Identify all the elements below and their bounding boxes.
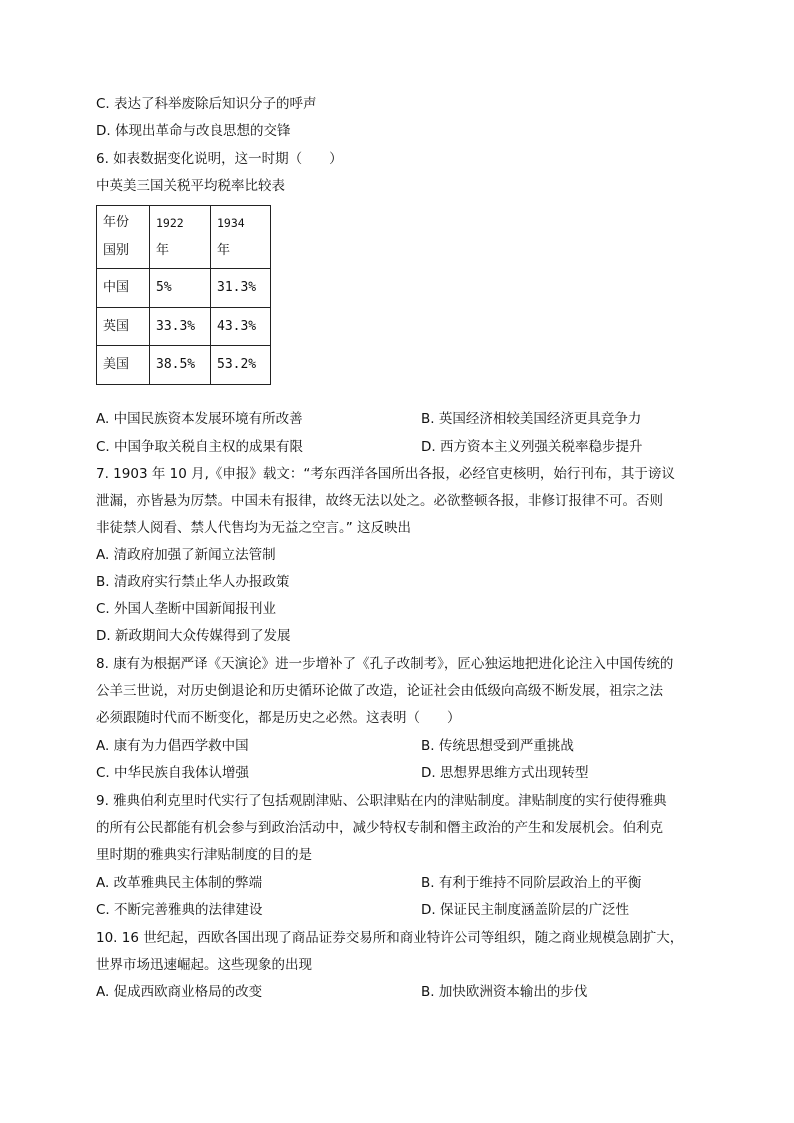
q8-stem-line: 必须跟随时代而不断变化，都是历史之必然。这表明（ ） bbox=[96, 710, 461, 726]
q6-table-title: 中英美三国关税平均税率比较表 bbox=[96, 178, 285, 194]
q9-option-c: C. 不断完善雅典的法律建设 bbox=[96, 902, 263, 918]
q9-option-b: B. 有利于维持不同阶层政治上的平衡 bbox=[421, 875, 642, 891]
tariff-table bbox=[96, 205, 271, 385]
table-row bbox=[97, 269, 271, 308]
q9-option-d: D. 保证民主制度涵盖阶层的广泛性 bbox=[421, 902, 629, 918]
q7-option-c: C. 外国人垄断中国新闻报刊业 bbox=[96, 601, 277, 617]
rate-1922-cell: 33.3% bbox=[150, 308, 211, 346]
q5-option-c: C. 表达了科举废除后知识分子的呼声 bbox=[96, 96, 317, 112]
country-cell: 英国 bbox=[97, 308, 150, 346]
year-1934-cell bbox=[211, 206, 271, 269]
q8-option-c: C. 中华民族自我体认增强 bbox=[96, 765, 250, 781]
q6-option-b: B. 英国经济相较美国经济更具竞争力 bbox=[421, 411, 642, 427]
q10-option-b: B. 加快欧洲资本输出的步伐 bbox=[421, 984, 588, 1000]
q7-stem-line: 非徒禁人阅看、禁人代售均为无益之空言。” 这反映出 bbox=[96, 520, 412, 536]
q6-option-a: A. 中国民族资本发展环境有所改善 bbox=[96, 411, 303, 427]
q6-option-c: C. 中国争取关税自主权的成果有限 bbox=[96, 439, 304, 455]
q7-stem-line: 7. 1903 年 10 月,《申报》载文：“考东西洋各国所出各报，必经官吏核明，始行刊布，其于谤议 bbox=[96, 466, 675, 482]
q8-stem-line: 公羊三世说，对历史倒退论和历史循环论做了改造，论证社会由低级向高级不断发展，祖宗之法 bbox=[96, 683, 663, 699]
rate-1934-cell: 31.3% bbox=[211, 269, 271, 308]
q7-stem-line: 泄漏，亦皆悬为厉禁。中国未有报律，故终无法以处之。必欲整顿各报，非修订报律不可。否则 bbox=[96, 493, 663, 509]
country-cell: 中国 bbox=[97, 269, 150, 308]
rate-1922-cell: 5% bbox=[150, 269, 211, 308]
rate-1934-cell: 53.2% bbox=[211, 346, 271, 385]
q7-option-d: D. 新政期间大众传媒得到了发展 bbox=[96, 628, 291, 644]
q9-stem-line: 9. 雅典伯利克里时代实行了包括观剧津贴、公职津贴在内的津贴制度。津贴制度的实行使得雅典 bbox=[96, 793, 667, 809]
q5-option-d: D. 体现出革命与改良思想的交锋 bbox=[96, 123, 291, 139]
year-1934-value: 1934 bbox=[217, 216, 245, 230]
rate-1934-cell: 43.3% bbox=[211, 308, 271, 346]
table-header-row bbox=[97, 206, 271, 269]
year-1934-unit: 年 bbox=[217, 243, 231, 258]
q10-stem-line: 世界市场迅速崛起。这些现象的出现 bbox=[96, 957, 312, 973]
q9-stem-line: 的所有公民都能有机会参与到政治活动中，减少特权专制和僭主政治的产生和发展机会。伯利克 bbox=[96, 820, 663, 836]
table-row bbox=[97, 308, 271, 346]
q10-stem-line: 10. 16 世纪起，西欧各国出现了商品证券交易所和商业特许公司等组织，随之商业规模急剧扩大， bbox=[96, 930, 684, 946]
header-country-label: 国别 bbox=[103, 243, 130, 258]
q7-option-b: B. 清政府实行禁止华人办报政策 bbox=[96, 574, 290, 590]
q9-stem-line: 里时期的雅典实行津贴制度的目的是 bbox=[96, 847, 312, 863]
table-corner-cell bbox=[97, 206, 150, 269]
year-1922-value: 1922 bbox=[156, 216, 184, 230]
q6-option-d: D. 西方资本主义列强关税率稳步提升 bbox=[421, 439, 643, 455]
country-cell: 美国 bbox=[97, 346, 150, 385]
q9-option-a: A. 改革雅典民主体制的弊端 bbox=[96, 875, 263, 891]
q8-stem-line: 8. 康有为根据严译《天演论》进一步增补了《孔子改制考》，匠心独运地把进化论注入中国传统的 bbox=[96, 656, 674, 672]
q6-stem: 6. 如表数据变化说明，这一时期（ ） bbox=[96, 151, 343, 167]
header-year-label: 年份 bbox=[103, 215, 130, 230]
year-1922-cell bbox=[150, 206, 211, 269]
rate-1922-cell: 38.5% bbox=[150, 346, 211, 385]
q8-option-d: D. 思想界思维方式出现转型 bbox=[421, 765, 589, 781]
q7-option-a: A. 清政府加强了新闻立法管制 bbox=[96, 547, 276, 563]
table-row bbox=[97, 346, 271, 385]
q8-option-a: A. 康有为力倡西学救中国 bbox=[96, 738, 249, 754]
q8-option-b: B. 传统思想受到严重挑战 bbox=[421, 738, 574, 754]
year-1922-unit: 年 bbox=[156, 243, 170, 258]
q10-option-a: A. 促成西欧商业格局的改变 bbox=[96, 984, 263, 1000]
